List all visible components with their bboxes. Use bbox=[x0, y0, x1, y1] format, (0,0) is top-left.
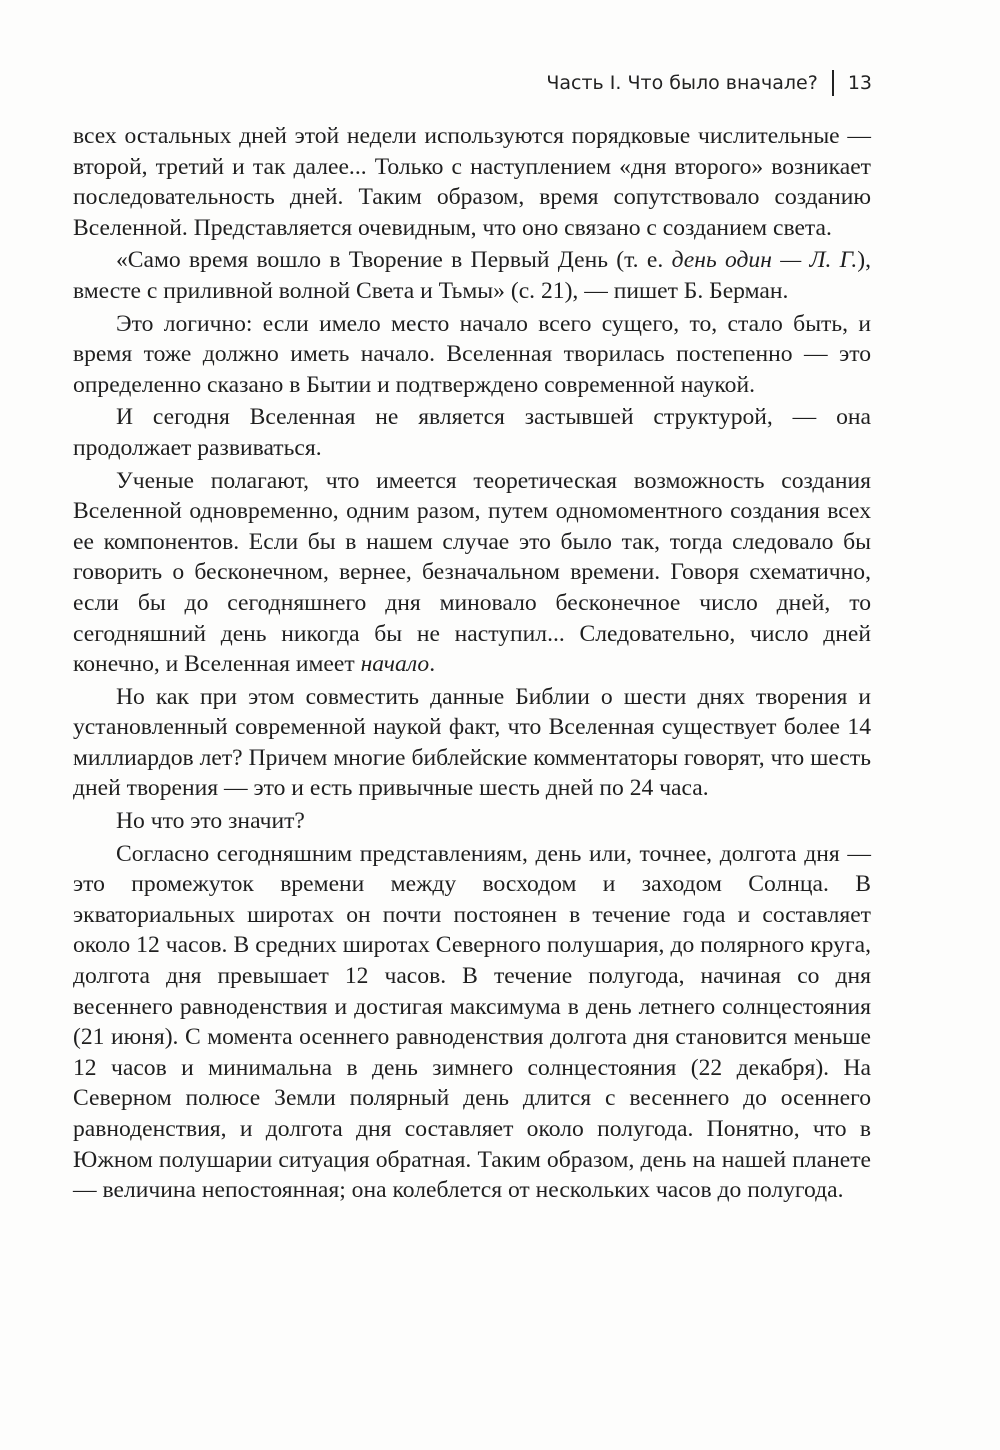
section-title: Часть I. Что было вначале? bbox=[546, 72, 818, 94]
paragraph-text: Ученые полагают, что имеется теоретическая возможность создания Вселенной одновременно, одним разом, путем одномоментного создания всех ее компонентов. Если бы в нашем случае это было так, тогда следовало бы говорить о бесконечном, вернее, безначальном времени. Говоря схематично, если бы до сегодняшнего дня миновало бесконечное число дней, то сегодняшний день никогда бы не наступил... Следовательно, число дней конечно, и Вселенная имеет bbox=[73, 467, 871, 678]
page-number: 13 bbox=[847, 72, 872, 94]
running-header bbox=[546, 70, 872, 96]
paragraph bbox=[73, 466, 871, 680]
paragraph: Но что это значит? bbox=[116, 808, 305, 835]
paragraph: Но как при этом совместить данные Библии о шести днях творения и установленный современной наукой факт, что Вселенная существует более 14 миллиардов лет? Причем многие библейские комментаторы говорят, что шесть дней творения — это и есть привычные шесть дней по 24 часа. bbox=[73, 683, 871, 802]
header-separator bbox=[832, 70, 834, 96]
italic-emphasis: начало bbox=[360, 651, 430, 678]
paragraph: И сегодня Вселенная не является застывшей структурой, — она продолжает развиваться. bbox=[73, 404, 871, 461]
italic-note: день один — Л. Г. bbox=[671, 247, 858, 274]
paragraph: Согласно сегодняшним представлениям, день или, точнее, долгота дня — это промежуток времени между восходом и заходом Солнца. В экваториальных широтах он почти постоянен в течение года и составляет около 12 часов. В средних широтах Северного полушария, до полярного круга, долгота дня превышает 12 часов. В течение полугода, начиная со дня весеннего равноденствия и достигая максимума в день летнего солнцестояния (21 июня). С момента осеннего равноденствия долгота дня становится меньше 12 часов и минимальна в день зимнего солнцестояния (22 декабря). На Северном полюсе Земли полярный день длится с весеннего до осеннего равноденствия, и долгота дня составляет около полугода. Понятно, что в Южном полушарии ситуация обратная. Таким образом, день на нашей планете — величина непостоянная; она колеблется от нескольких часов до полугода. bbox=[73, 840, 871, 1204]
paragraph-text: . bbox=[429, 651, 436, 678]
paragraph-text: ), вместе с приливной волной Света и Тьмы» (с. 21), — пишет Б. Берман. bbox=[73, 247, 871, 304]
paragraph: Это логично: если имело место начало всего сущего, то, стало быть, и время тоже должно иметь начало. Вселенная творилась постепенно — это определенно сказано в Бытии и подтверждено современной наукой. bbox=[73, 310, 871, 398]
paragraph bbox=[73, 245, 871, 306]
paragraph-text: «Само время вошло в Творение в Первый День (т. е. bbox=[116, 247, 672, 274]
paragraph: всех остальных дней этой недели используются порядковые числительные — второй, третий и так далее... Только с наступлением «дня второго» возникает последовательность дней. Таким образом, время сопутствовало созданию Вселенной. Представляется очевидным, что оно связано с созданием света. bbox=[73, 123, 871, 241]
body-text bbox=[73, 121, 871, 1206]
